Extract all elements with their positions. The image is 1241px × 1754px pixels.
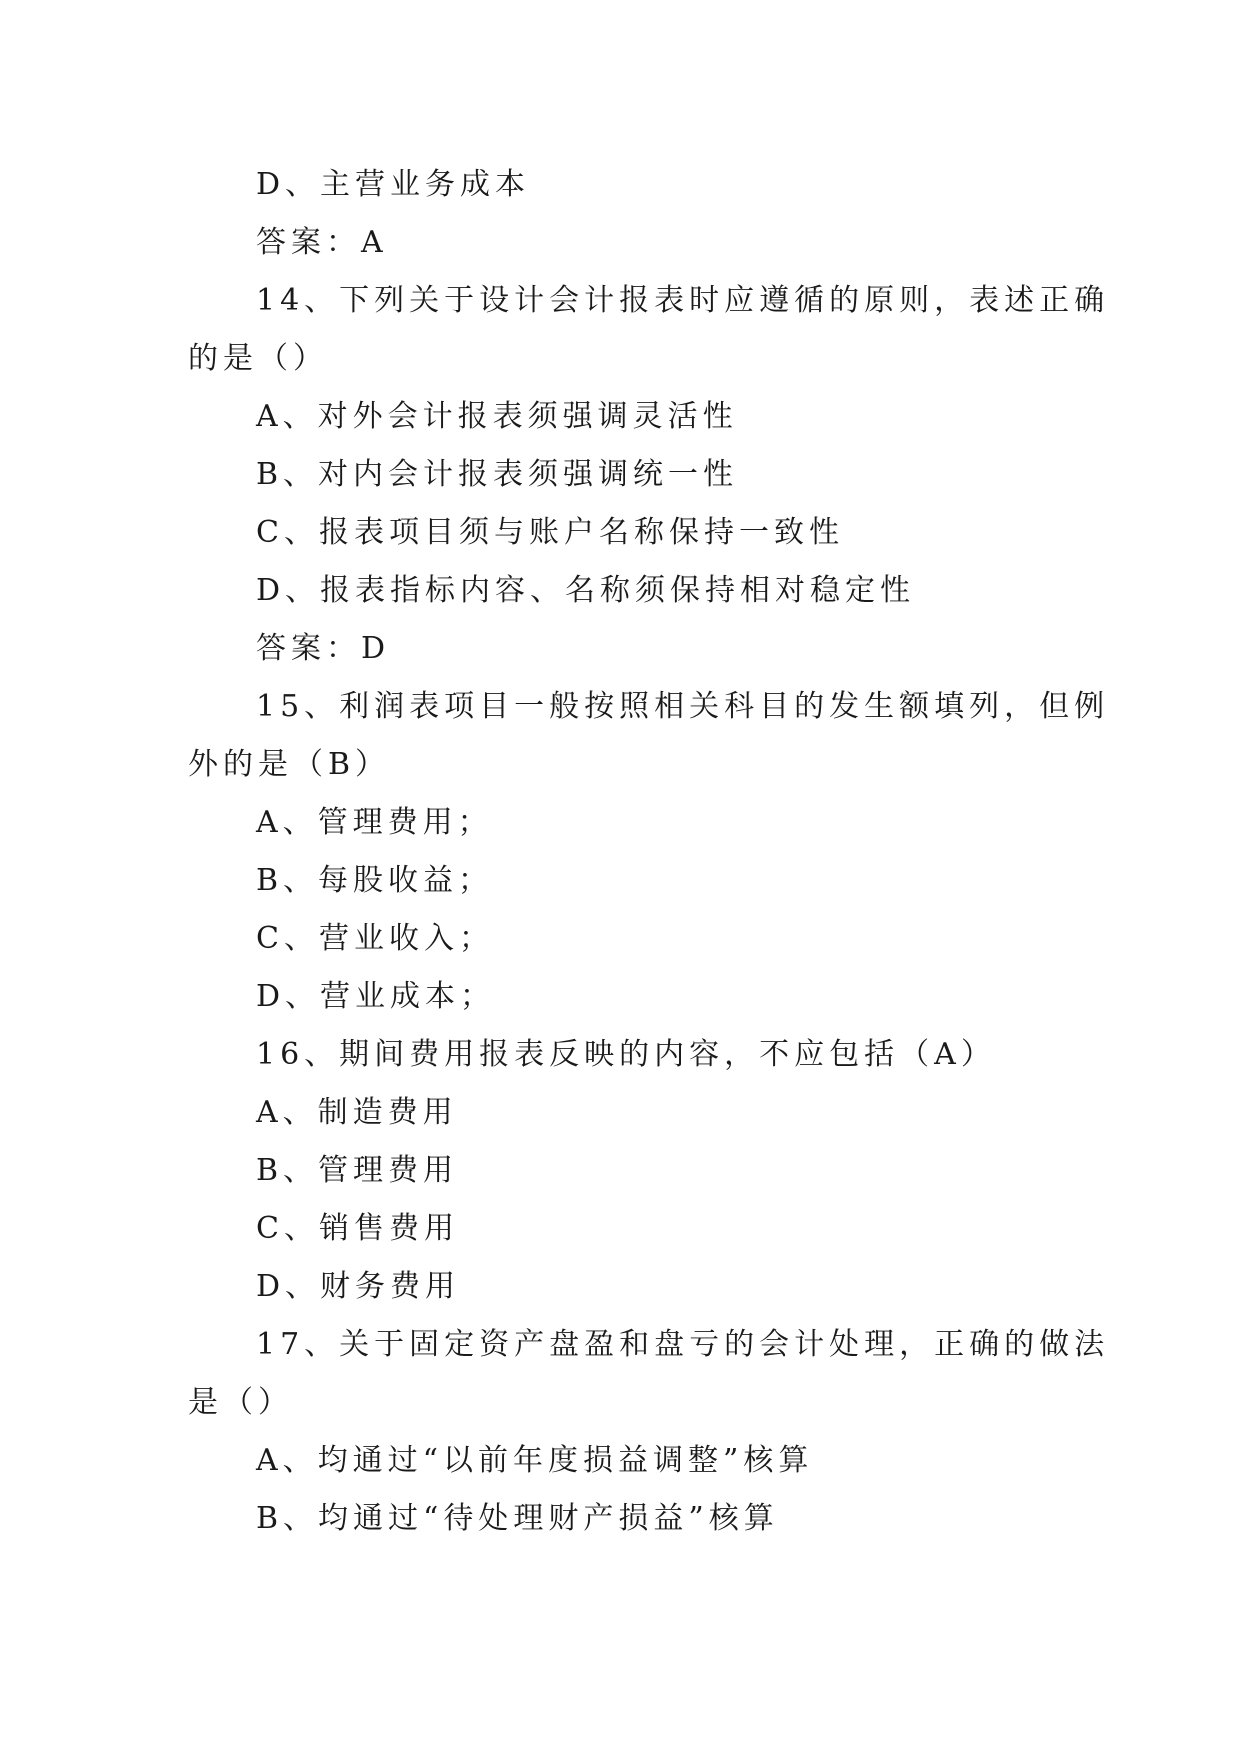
option-d-line: D、财务费用: [256, 1269, 461, 1304]
question-17-line-1: 17、关于固定资产盘盈和盘亏的会计处理，正确的做法: [256, 1327, 1110, 1362]
option-a-line: A、管理费用；: [256, 805, 493, 840]
option-b-line: B、均通过“待处理财产损益”核算: [256, 1501, 779, 1536]
question-17-line-2: 是（）: [188, 1385, 293, 1420]
option-b-line: B、管理费用: [256, 1153, 459, 1188]
option-c-line: C、销售费用: [256, 1211, 459, 1246]
question-16-line: 16、期间费用报表反映的内容，不应包括（A）: [256, 1037, 996, 1072]
option-d-line: D、营业成本；: [256, 979, 496, 1014]
option-b-line: B、每股收益；: [256, 863, 494, 898]
answer-line: 答案：A: [256, 225, 388, 260]
option-d-line: D、报表指标内容、名称须保持相对稳定性: [256, 573, 916, 608]
document-body: [188, 156, 1110, 1548]
option-b-line: B、对内会计报表须强调统一性: [256, 457, 739, 492]
question-15-line-2: 外的是（B）: [188, 747, 391, 782]
option-d-line: D、主营业务成本: [256, 167, 531, 202]
option-c-line: C、营业收入；: [256, 921, 494, 956]
option-a-line: A、制造费用: [256, 1095, 458, 1130]
question-14-line-2: 的是（）: [188, 341, 328, 376]
question-15-line-1: 15、利润表项目一般按照相关科目的发生额填列，但例: [256, 689, 1110, 724]
question-14-line-1: 14、下列关于设计会计报表时应遵循的原则，表述正确: [256, 283, 1110, 318]
option-c-line: C、报表项目须与账户名称保持一致性: [256, 515, 844, 550]
option-a-line: A、对外会计报表须强调灵活性: [256, 399, 738, 434]
option-a-line: A、均通过“以前年度损益调整”核算: [256, 1443, 814, 1478]
answer-line: 答案：D: [256, 631, 391, 666]
